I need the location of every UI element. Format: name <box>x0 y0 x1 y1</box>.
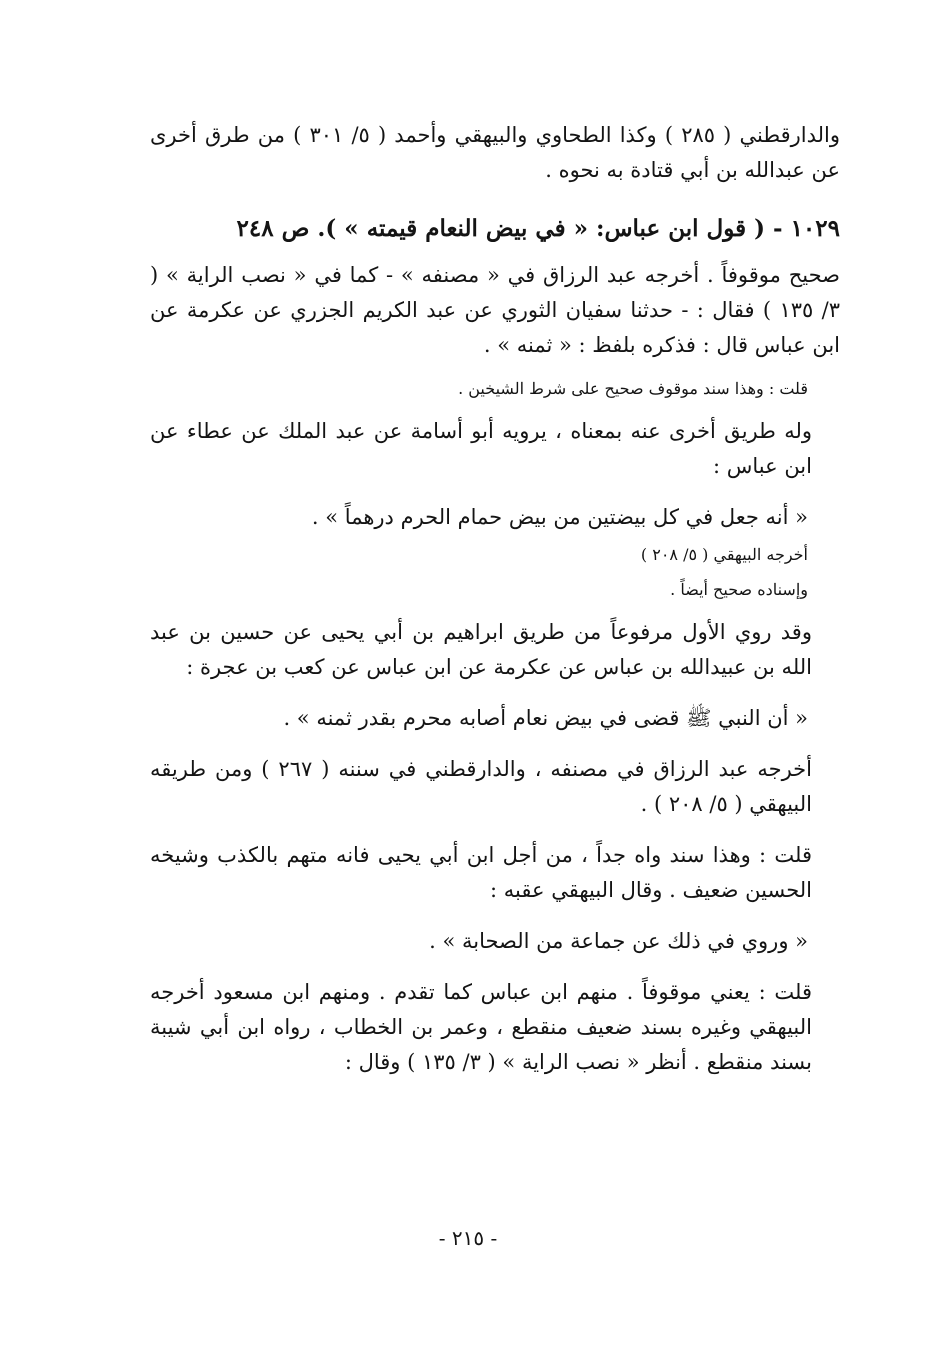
paragraph-8: أخرجه عبد الرزاق في مصنفه ، والدارقطني في سننه ( ٢٦٧ ) ومن طريقه البيهقي ( ٥/ ٢٠٨ ) . <box>150 757 812 816</box>
paragraph-6: وإسناده صحيح أيضاً . <box>670 580 808 599</box>
paragraph-5: أخرجه البيهقي ( ٥/ ٢٠٨ ) <box>640 545 808 564</box>
paragraph-9: قلت : وهذا سند واه جداً ، من أجل ابن أبي يحيى فانه متهم بالكذب وشيخه الحسين ضعيف . وقال البيهقي عقبه : <box>150 843 812 902</box>
quote-1: « أنه جعل في كل بيضتين من بيض حمام الحرم درهماً » . <box>311 505 808 529</box>
page-body <box>150 118 840 1080</box>
paragraph-10: قلت : يعني موقوفاً . منهم ابن عباس كما تقدم . ومنهم ابن مسعود أخرجه البيهقي وغيره بسند ضعيف منقطع ، وعمر بن الخطاب ، رواه ابن أبي شيبة بسند منقطع . أنظر « نصب الراية » ( ٣/ ١٣٥ ) وقال : <box>150 980 812 1074</box>
quote-2: « أن النبي ﷺ قضى في بيض نعام أصابه محرم بقدر ثمنه » . <box>283 706 808 730</box>
quote-3: « وروي في ذلك عن جماعة من الصحابة » . <box>429 929 808 953</box>
paragraph-7: وقد روي الأول مرفوعاً من طريق ابراهيم بن أبي يحيى عن حسين بن عبد الله بن عبيدالله بن عباس عن عكرمة عن ابن عباس عن كعب بن عجرة : <box>150 620 812 679</box>
paragraph-4: وله طريق أخرى عنه بمعناه ، يرويه أبو أسامة عن عبد الملك عن عطاء عن ابن عباس : <box>150 419 812 478</box>
paragraph-2: صحيح موقوفاً . أخرجه عبد الرزاق في « مصنفه » - كما في « نصب الراية » ( ٣/ ١٣٥ ) فقال : - حدثنا سفيان الثوري عن عبد الكريم الجزري عن عكرمة عن ابن عباس قال : فذكره بلفظ : « ثمنه » . <box>150 263 840 357</box>
section-heading: ١٠٢٩ - ( قول ابن عباس: « في بيض النعام قيمته » ). ص ٢٤٨ <box>236 215 840 242</box>
paragraph-3: قلت : وهذا سند موقوف صحيح على شرط الشيخين . <box>458 379 808 398</box>
page-number: - ٢١٥ - <box>438 1226 498 1250</box>
paragraph-1: والدارقطني ( ٢٨٥ ) وكذا الطحاوي والبيهقي وأحمد ( ٥/ ٣٠١ ) من طرق أخرى عن عبدالله بن أبي قتادة به نحوه . <box>150 123 840 182</box>
